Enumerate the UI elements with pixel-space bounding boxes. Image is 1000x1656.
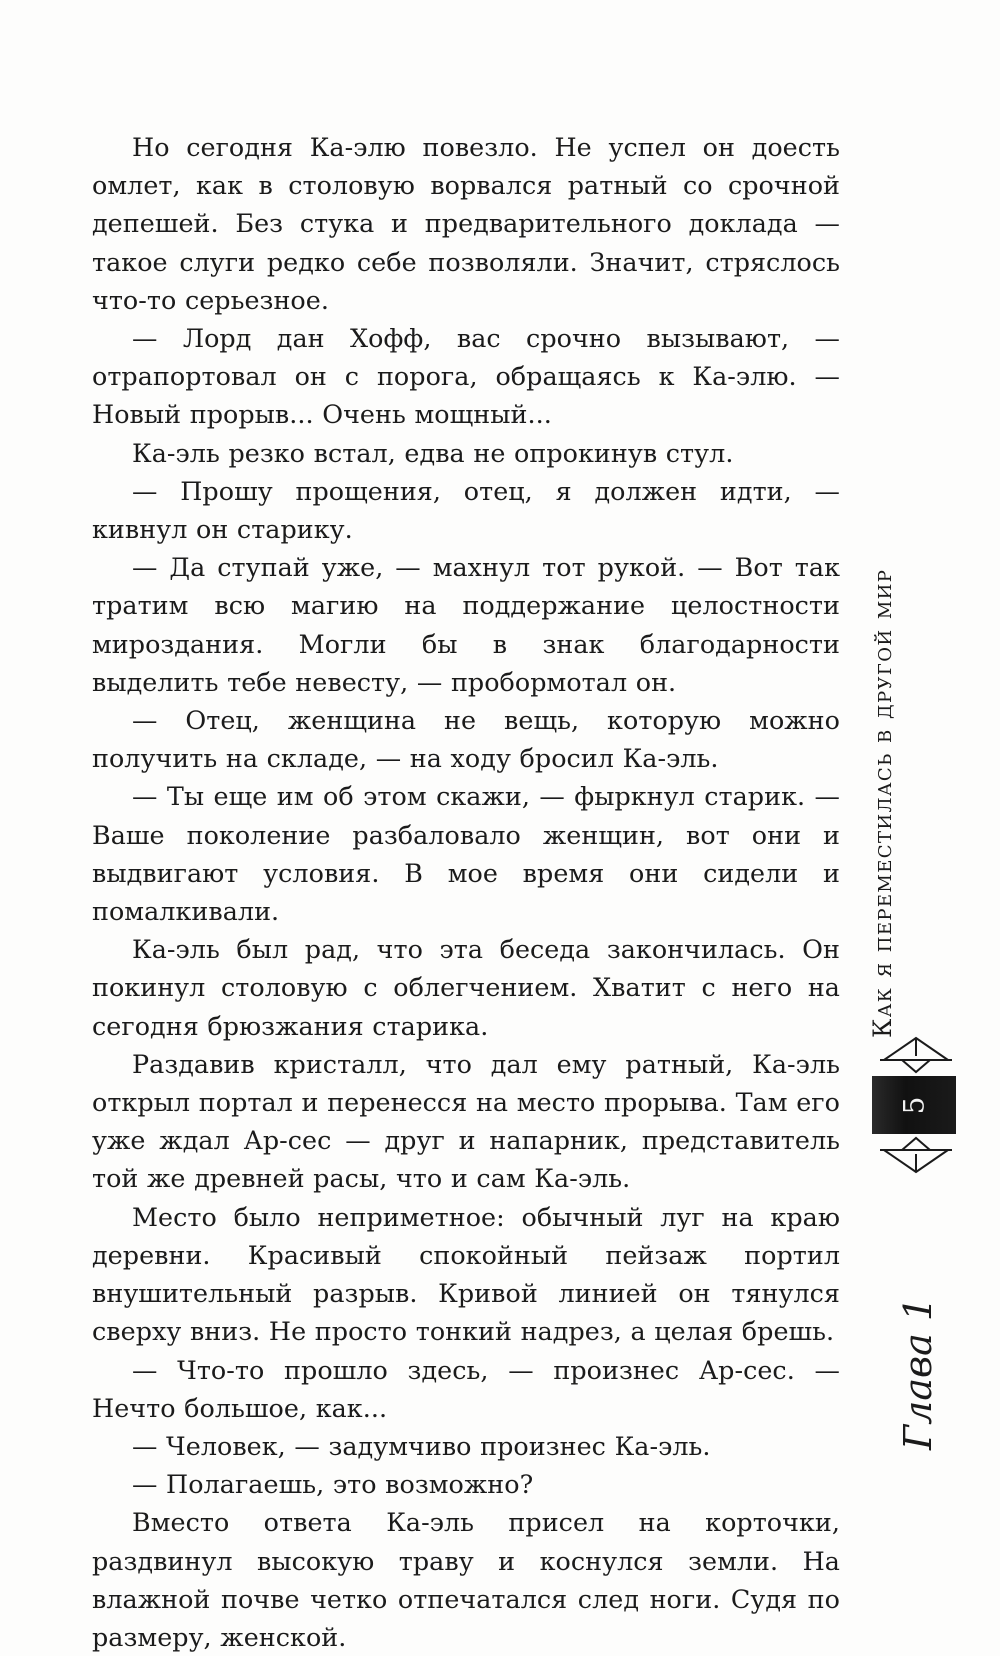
paragraph-5: — Да ступай уже, — махнул тот рукой. — Вот так тратим всю магию на поддержание целостности мироздания. Могли бы в знак благодарности выделить тебе невесту, — пробормотал он. bbox=[92, 552, 840, 697]
paragraph-1: Но сегодня Ка-элю повезло. Не успел он доесть омлет, как в столовую ворвался ратный со срочной депешей. Без стука и предварительного доклада — такое слуги редко себе позволяли. Значит, стряслось что-то серьезное. bbox=[92, 132, 840, 315]
ornament-top-icon bbox=[876, 1030, 956, 1074]
paragraph-11: — Что-то прошло здесь, — произнес Ар-сес. — Нечто большое, как... bbox=[92, 1354, 840, 1423]
ornament-bottom-icon bbox=[876, 1136, 956, 1180]
paragraph-14: Вместо ответа Ка-эль присел на корточки, раздвинул высокую траву и коснулся земли. На влажной почве четко отпечатался след ноги. Судя по размеру, женской. bbox=[92, 1507, 840, 1652]
book-title: Как я переместилась в другой мир bbox=[868, 568, 897, 1038]
paragraph-10: Место было неприметное: обычный луг на краю деревни. Красивый спокойный пейзаж портил внушительный разрыв. Кривой линией он тянулся сверху вниз. Не просто тонкий надрез, а целая брешь. bbox=[92, 1201, 840, 1347]
paragraph-7: — Ты еще им об этом скажи, — фыркнул старик. — Ваше поколение разбаловало женщин, вот они и выдвигают условия. В мое время они сидели и помалкивали. bbox=[92, 781, 840, 927]
chapter-label: Глава 1 bbox=[896, 1296, 940, 1450]
paragraph-9: Раздавив кристалл, что дал ему ратный, Ка-эль открыл портал и перенесся на место прорыва. Там его уже ждал Ар-сес — друг и напарник, представитель той же древней расы, что и сам Ка-эль. bbox=[92, 1048, 840, 1194]
body-text bbox=[92, 128, 840, 1656]
paragraph-4: — Прошу прощения, отец, я должен идти, — кивнул он старику. bbox=[92, 475, 840, 545]
paragraph-13: — Полагаешь, это возможно? bbox=[132, 1469, 534, 1500]
paragraph-12: — Человек, — задумчиво произнес Ка-эль. bbox=[132, 1430, 711, 1461]
paragraph-8: Ка-эль был рад, что эта беседа закончилась. Он покинул столовую с облегчением. Хватит с него на сегодня брюзжания старика. bbox=[92, 934, 840, 1041]
paragraph-3: Ка-эль резко встал, едва не опрокинув стул. bbox=[132, 437, 734, 468]
paragraph-6: — Отец, женщина не вещь, которую можно получить на складе, — на ходу бросил Ка-эль. bbox=[92, 705, 840, 774]
page-number: 5 bbox=[897, 1096, 931, 1114]
page-number-badge bbox=[872, 1076, 956, 1134]
paragraph-2: — Лорд дан Хофф, вас срочно вызывают, — отрапортовал он с порога, обращаясь к Ка-элю. — Новый прорыв... Очень мощный... bbox=[92, 323, 840, 430]
